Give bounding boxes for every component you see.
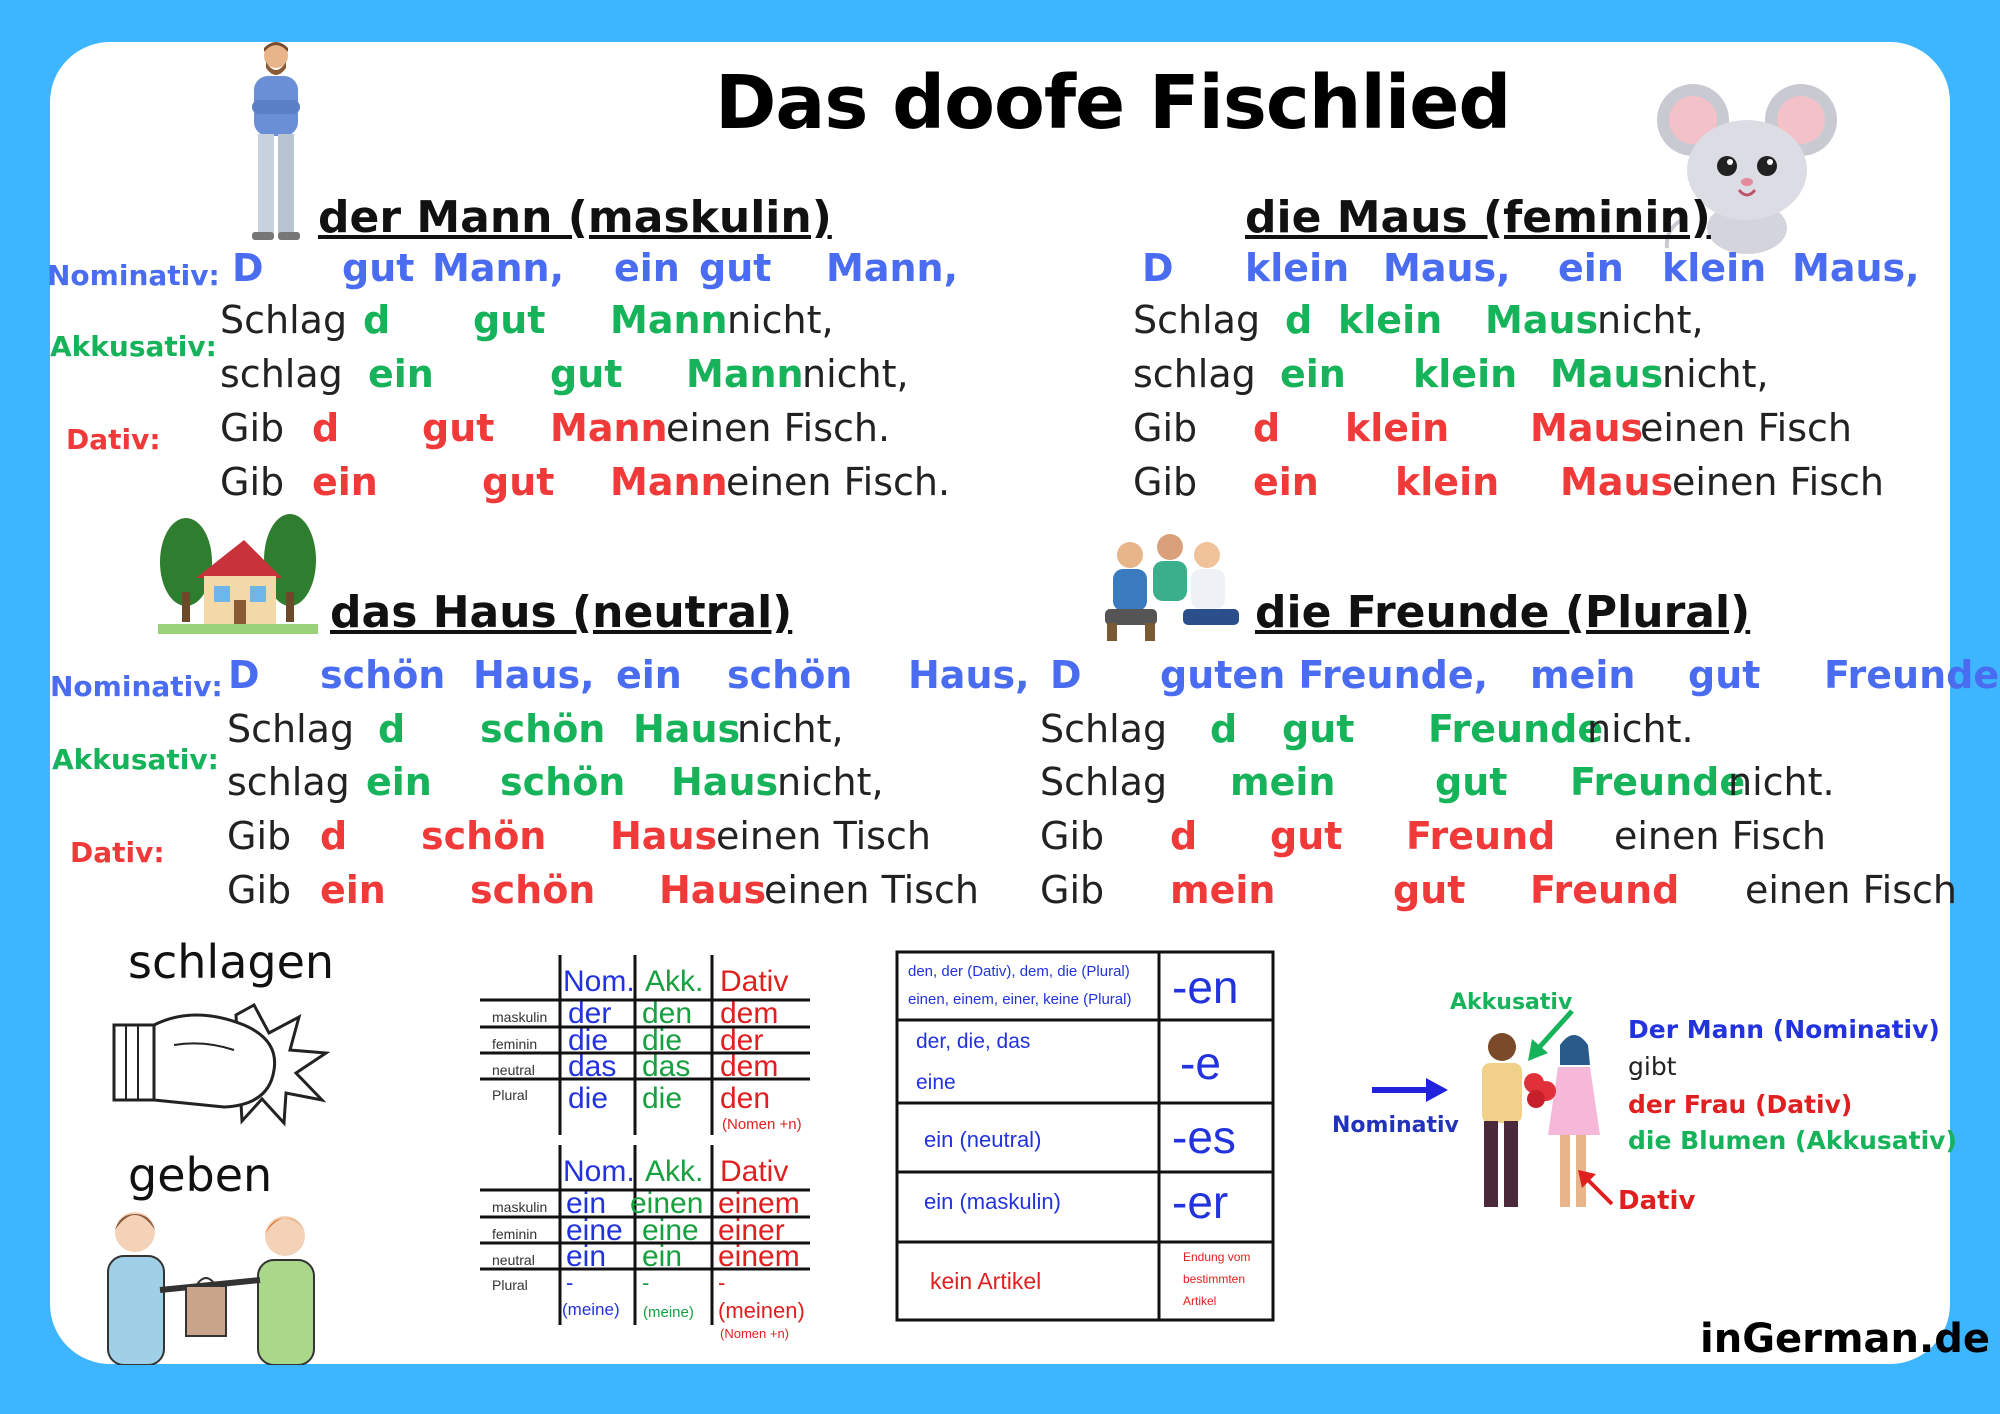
word: einen Fisch.	[666, 406, 891, 450]
word: klein	[1345, 406, 1450, 450]
word: d	[312, 406, 340, 450]
word: Mann	[550, 406, 668, 450]
label-dativ: Dativ	[1618, 1186, 1696, 1216]
col-header-akk: Akk.	[645, 965, 704, 998]
page-title: Das doofe Fischlied	[715, 60, 1511, 146]
word: mein	[1530, 653, 1636, 697]
verb-geben: geben	[128, 1148, 273, 1202]
arrow-akkusativ	[1520, 1005, 1580, 1065]
word: Gib	[1040, 868, 1105, 912]
word: d	[320, 814, 348, 858]
word: einen Fisch.	[726, 460, 951, 504]
ending-suffix: -er	[1172, 1176, 1229, 1228]
word: einen Tisch	[764, 868, 979, 912]
word: Maus,	[1792, 246, 1920, 290]
word: Haus	[671, 760, 779, 804]
cell: das	[642, 1050, 691, 1083]
col-header-dat: Dativ	[720, 1155, 789, 1188]
ending-left: einen, einem, einer, keine (Plural)	[908, 991, 1132, 1008]
cell: der	[568, 997, 612, 1030]
cell: den	[720, 1082, 771, 1115]
section-heading-freunde: die Freunde (Plural)	[1255, 587, 1751, 638]
ending-left: ein (neutral)	[924, 1127, 1042, 1152]
word: nicht.	[1587, 707, 1694, 751]
word: Gib	[220, 406, 285, 450]
word: schön	[500, 760, 626, 804]
word: Maus	[1485, 298, 1599, 342]
word: einen Fisch	[1672, 460, 1884, 504]
word: Schlag	[1040, 760, 1168, 804]
word: Schlag	[220, 298, 348, 342]
word: Mann	[610, 460, 728, 504]
word: gut	[1688, 653, 1761, 697]
col-header-dat: Dativ	[720, 965, 789, 998]
row-label: maskulin	[492, 1199, 548, 1215]
row-label: neutral	[492, 1062, 535, 1078]
word: schlag	[1133, 352, 1256, 396]
word: ein	[614, 246, 680, 290]
arrow-dativ	[1576, 1168, 1616, 1208]
word: d	[1210, 707, 1238, 751]
cell: -	[566, 1270, 574, 1295]
ending-note: Endung vom	[1183, 1250, 1251, 1264]
cell-extra: (meinen)	[718, 1298, 805, 1323]
word: gut	[1393, 868, 1466, 912]
word: einen Fisch	[1614, 814, 1826, 858]
word: gut	[342, 246, 415, 290]
section-heading-mann: der Mann (maskulin)	[318, 192, 832, 243]
word: Schlag	[1040, 707, 1168, 751]
case-label-nominativ: Nominativ:	[47, 259, 220, 292]
cell: -	[642, 1270, 650, 1295]
friends-illustration	[1095, 525, 1245, 645]
word: d	[1253, 406, 1281, 450]
col-header-akk: Akk.	[645, 1155, 704, 1188]
word: Maus	[1560, 460, 1674, 504]
cell: die	[642, 1082, 683, 1115]
row-label: Plural	[492, 1087, 528, 1103]
word: ein	[368, 352, 434, 396]
word: schlag	[220, 352, 343, 396]
word: Maus,	[1383, 246, 1511, 290]
cell: das	[568, 1050, 617, 1083]
word: Haus	[610, 814, 718, 858]
word: schön	[480, 707, 606, 751]
row-label: neutral	[492, 1252, 535, 1268]
label-nominativ: Nominativ	[1332, 1113, 1459, 1138]
case-label-dativ: Dativ:	[66, 423, 161, 456]
section-heading-maus: die Maus (feminin)	[1245, 192, 1711, 243]
word: ein	[366, 760, 432, 804]
word: ein	[1280, 352, 1346, 396]
word: gut	[1435, 760, 1508, 804]
word: Mann	[610, 298, 728, 342]
word: Mann,	[432, 246, 564, 290]
cell: ein	[566, 1240, 607, 1273]
cell: der	[720, 1024, 764, 1057]
word: nicht.	[1728, 760, 1835, 804]
word: Maus	[1530, 406, 1644, 450]
example-line-4: die Blumen (Akkusativ)	[1628, 1126, 1957, 1155]
row-label: Plural	[492, 1277, 528, 1293]
word: ein	[312, 460, 378, 504]
note: (Nomen +n)	[720, 1326, 789, 1341]
word: Gib	[1040, 814, 1105, 858]
word: Haus	[633, 707, 741, 751]
col-header-nom: Nom.	[563, 965, 635, 998]
word: einen Tisch	[716, 814, 931, 858]
word: Freund	[1406, 814, 1556, 858]
word: nicht,	[737, 707, 844, 751]
section-heading-haus: das Haus (neutral)	[330, 587, 793, 638]
word: Freunde	[1570, 760, 1746, 804]
word: Mann,	[826, 246, 958, 290]
word: guten Freunde,	[1160, 653, 1489, 697]
word: mein	[1170, 868, 1276, 912]
word: klein	[1413, 352, 1518, 396]
word: gut	[550, 352, 623, 396]
example-line-1: Der Mann (Nominativ)	[1628, 1015, 1940, 1044]
word: Freunde	[1824, 653, 2000, 697]
word: schön	[421, 814, 547, 858]
word: nicht,	[802, 352, 909, 396]
word: d	[1285, 298, 1313, 342]
label-akkusativ: Akkusativ	[1450, 990, 1573, 1015]
word: gut	[1282, 707, 1355, 751]
verb-schlagen: schlagen	[128, 935, 335, 989]
cell: ein	[642, 1240, 683, 1273]
ending-suffix: -es	[1172, 1111, 1236, 1163]
word: d	[363, 298, 391, 342]
arrow-nominativ	[1370, 1070, 1450, 1110]
cell: dem	[720, 997, 779, 1030]
word: klein	[1338, 298, 1443, 342]
word: ein	[320, 868, 386, 912]
word: klein	[1395, 460, 1500, 504]
word: Gib	[227, 868, 292, 912]
word: D	[232, 246, 264, 290]
word: Freund	[1530, 868, 1680, 912]
word: D	[228, 653, 260, 697]
word: ein	[616, 653, 682, 697]
example-line-2: gibt	[1628, 1052, 1677, 1081]
example-line-3: der Frau (Dativ)	[1628, 1090, 1853, 1119]
word: Gib	[1133, 460, 1198, 504]
word: nicht,	[1662, 352, 1769, 396]
case-label-akkusativ: Akkusativ:	[50, 330, 217, 363]
cell: eine	[642, 1214, 699, 1247]
word: D	[1142, 246, 1174, 290]
word: schlag	[227, 760, 350, 804]
word: nicht,	[777, 760, 884, 804]
case-label-nominativ: Nominativ:	[50, 670, 223, 703]
cell: einem	[718, 1187, 800, 1220]
case-label-akkusativ: Akkusativ:	[52, 743, 219, 776]
ending-left: ein (maskulin)	[924, 1189, 1061, 1214]
boxing-glove-icon	[104, 995, 334, 1130]
word: D	[1050, 653, 1082, 697]
ending-suffix: -en	[1172, 961, 1239, 1013]
giving-illustration	[90, 1200, 330, 1365]
word: d	[378, 707, 406, 751]
word: Gib	[220, 460, 285, 504]
word: Maus	[1550, 352, 1664, 396]
word: Schlag	[1133, 298, 1261, 342]
ending-suffix: -e	[1180, 1037, 1221, 1089]
word: Schlag	[227, 707, 355, 751]
word: schön	[320, 653, 446, 697]
word: d	[1170, 814, 1198, 858]
word: einen Fisch	[1745, 868, 1957, 912]
case-label-dativ: Dativ:	[70, 836, 165, 869]
word: Gib	[1133, 406, 1198, 450]
word: ein	[1253, 460, 1319, 504]
cell: einem	[718, 1240, 800, 1273]
word: klein	[1662, 246, 1767, 290]
word: ein	[1558, 246, 1624, 290]
cell: die	[642, 1024, 683, 1057]
cell: die	[568, 1082, 609, 1115]
word: einen Fisch	[1640, 406, 1852, 450]
row-label: maskulin	[492, 1009, 548, 1025]
cell: einen	[630, 1187, 704, 1220]
word: Haus	[659, 868, 767, 912]
cell: die	[568, 1024, 609, 1057]
word: gut	[699, 246, 772, 290]
word: gut	[422, 406, 495, 450]
cell: den	[642, 997, 693, 1030]
word: Freunde	[1428, 707, 1604, 751]
col-header-nom: Nom.	[563, 1155, 635, 1188]
man-illustration	[240, 38, 310, 248]
cell: dem	[720, 1050, 779, 1083]
word: Haus,	[473, 653, 595, 697]
cell-extra: (meine)	[643, 1304, 694, 1321]
word: schön	[470, 868, 596, 912]
ending-left: kein Artikel	[930, 1268, 1042, 1294]
word: gut	[482, 460, 555, 504]
ending-left: eine	[916, 1071, 956, 1094]
word: mein	[1230, 760, 1336, 804]
row-label: feminin	[492, 1226, 538, 1242]
house-illustration	[158, 512, 318, 640]
ending-note: bestimmten	[1183, 1272, 1246, 1286]
word: nicht,	[727, 298, 834, 342]
cell: ein	[566, 1187, 607, 1220]
cell: einer	[718, 1214, 785, 1247]
cell-extra: (meine)	[562, 1300, 620, 1319]
word: schön	[727, 653, 853, 697]
ending-note: Artikel	[1183, 1294, 1217, 1308]
word: gut	[1270, 814, 1343, 858]
ending-left: den, der (Dativ), dem, die (Plural)	[908, 963, 1130, 980]
word: klein	[1245, 246, 1350, 290]
word: Mann	[686, 352, 804, 396]
note: (Nomen +n)	[722, 1116, 802, 1133]
word: Haus,	[908, 653, 1030, 697]
word: Gib	[227, 814, 292, 858]
word: gut	[473, 298, 546, 342]
cell: -	[718, 1270, 726, 1295]
ending-left: der, die, das	[916, 1030, 1031, 1053]
cell: eine	[566, 1214, 623, 1247]
brand-logo-text: inGerman.de	[1700, 1316, 1990, 1362]
word: nicht,	[1597, 298, 1704, 342]
row-label: feminin	[492, 1036, 538, 1052]
